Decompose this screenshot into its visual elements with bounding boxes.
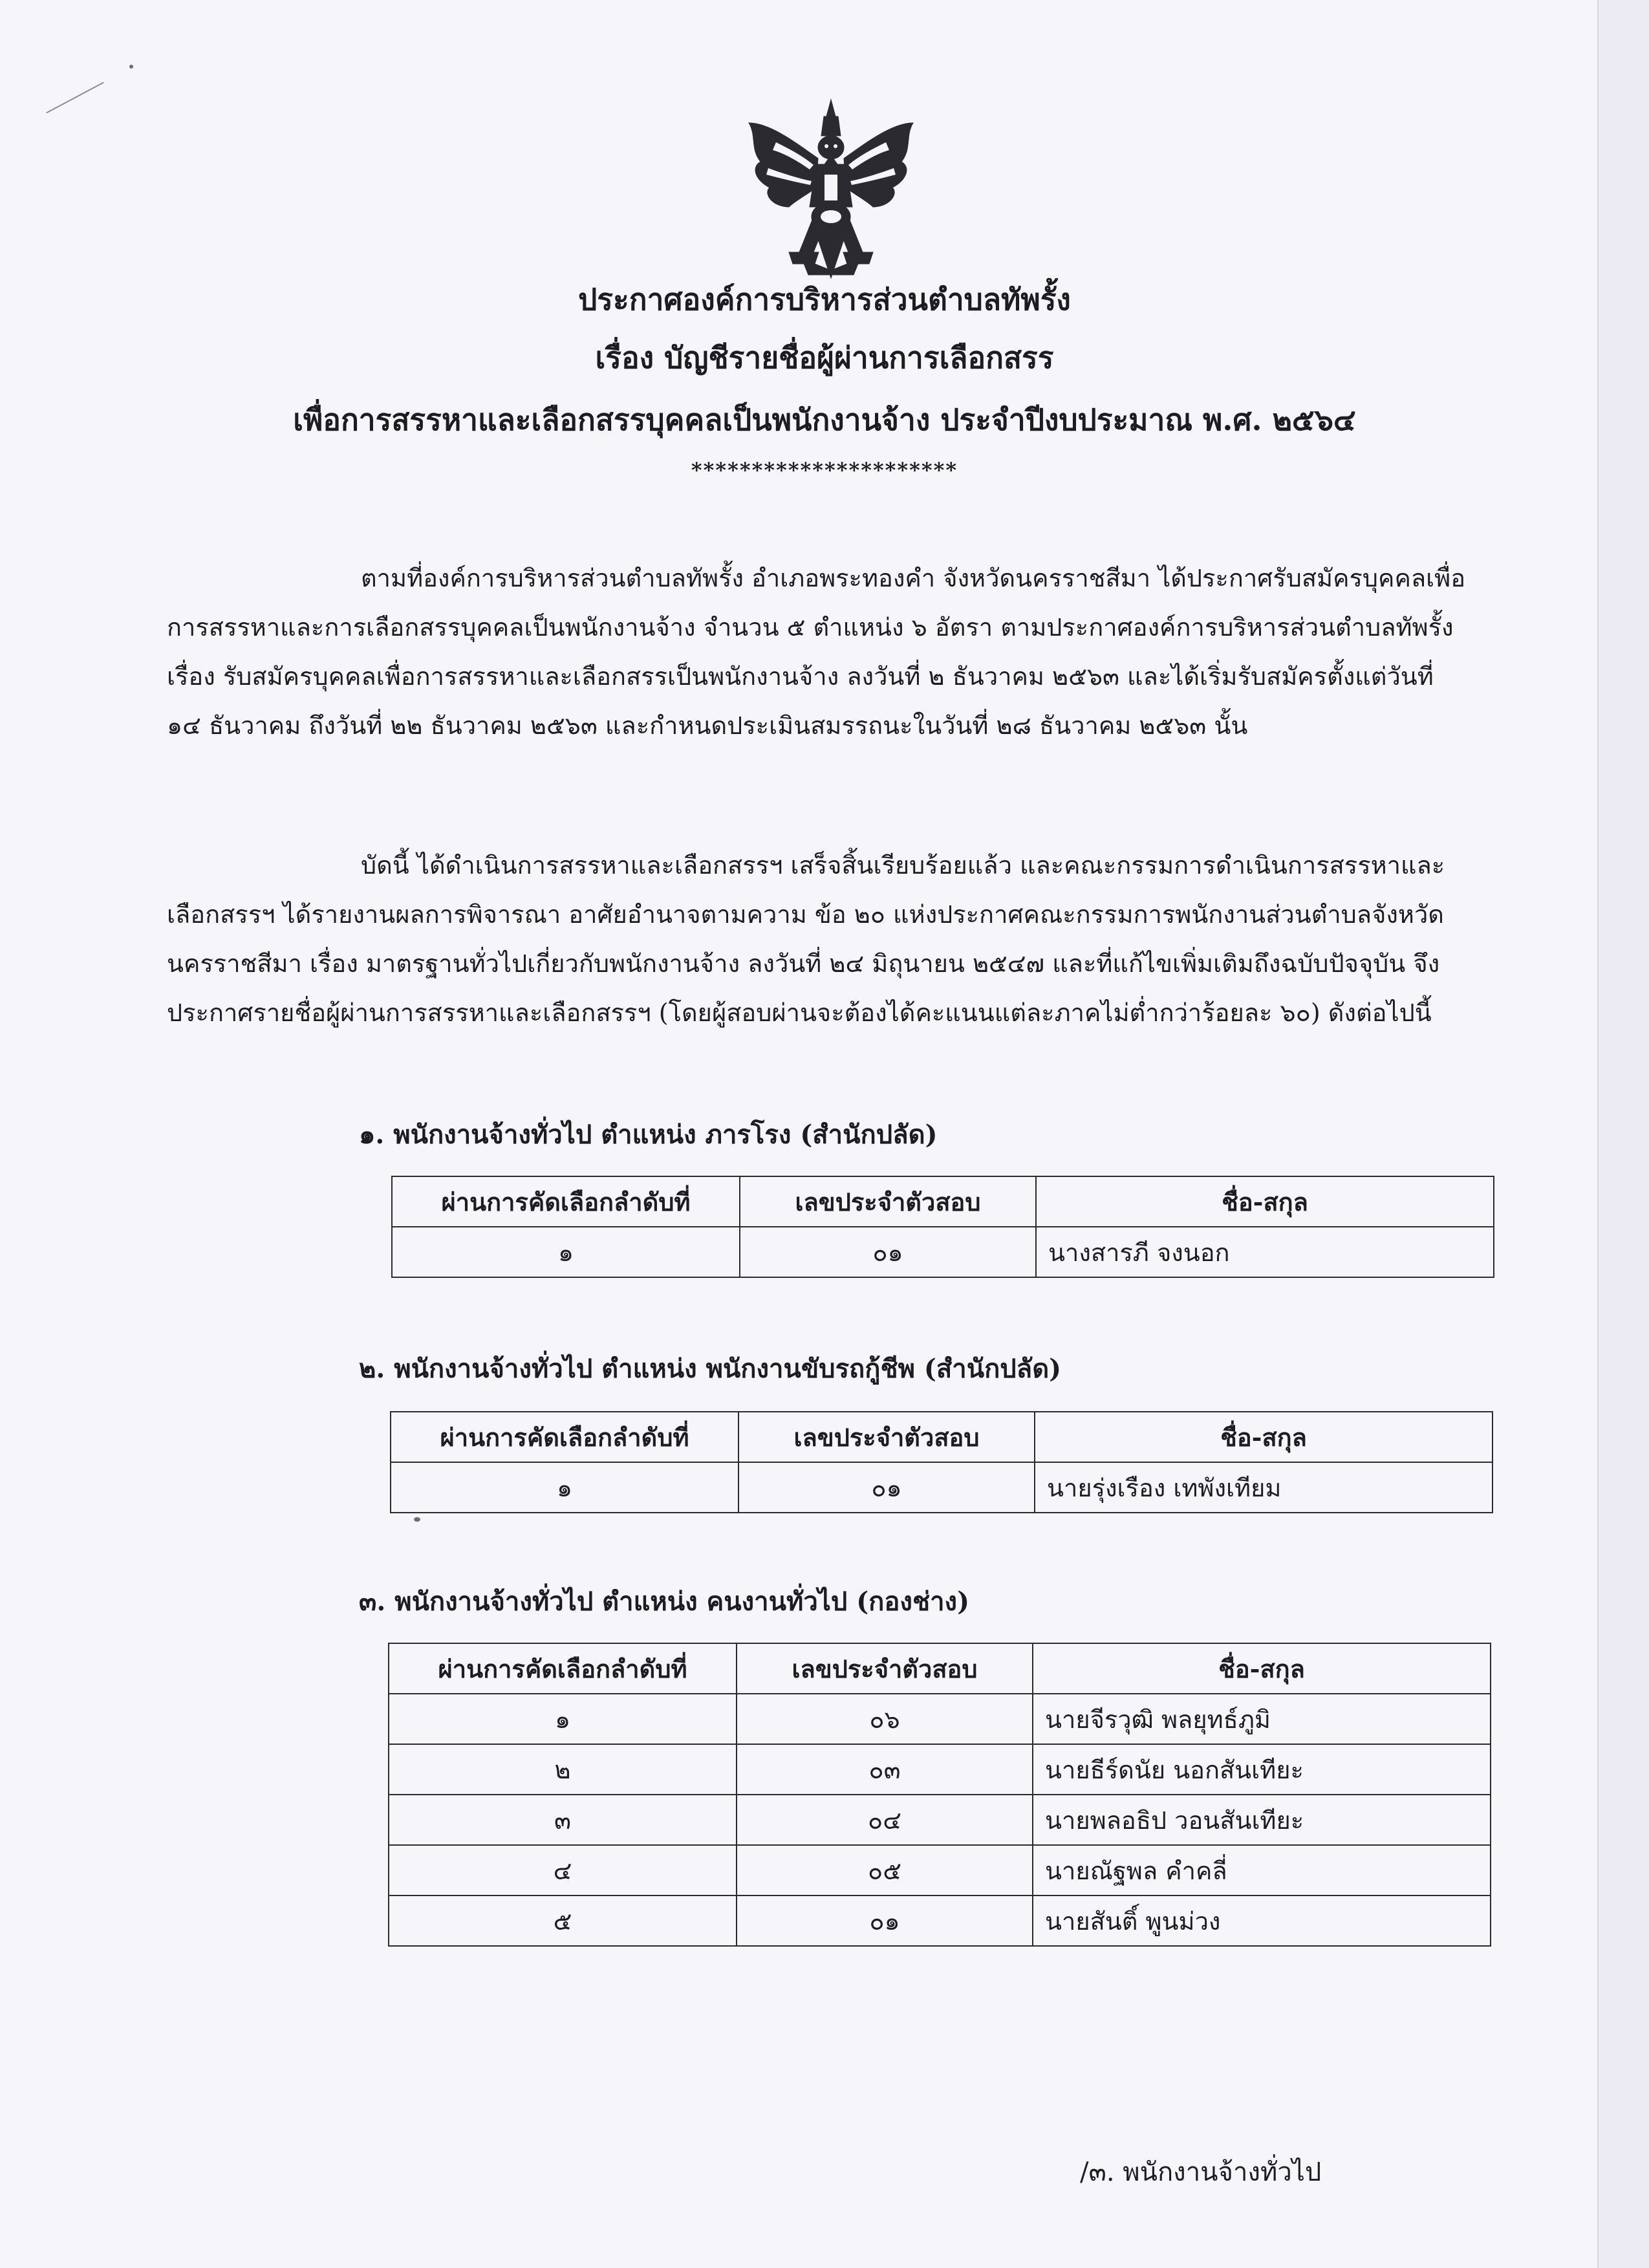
- header-purpose: เพื่อการสรรหาและเลือกสรรบุคคลเป็นพนักงานจ้าง ประจำปีงบประมาณ พ.ศ. ๒๕๖๔: [293, 402, 1356, 437]
- header-exam-id: เลขประจำตัวสอบ: [740, 1176, 1036, 1227]
- cell-exam-id: ๐๑: [738, 1462, 1035, 1513]
- table-row: [389, 1744, 1491, 1795]
- scan-speck: [129, 65, 133, 69]
- cell-exam-id: ๐๔: [737, 1795, 1033, 1845]
- paragraph-background-text: ตามที่องค์การบริหารส่วนตำบลทัพรั้ง อำเภอพระทองคำ จังหวัดนครราชสีมา ได้ประกาศรับสมัครบุคคลเพื่อการสรรหาและการเลือกสรรบุคคลเป็นพนักงานจ้าง จำนวน ๕ ตำแหน่ง ๖ อัตรา ตามประกาศองค์การบริหารส่วนตำบลทัพรั้ง เรื่อง รับสมัครบุคคลเพื่อการสรรหาและเลือกสรรเป็นพนักงานจ้าง ลงวันที่ ๒ ธันวาคม ๒๕๖๓ และได้เริ่มรับสมัครตั้งแต่วันที่ ๑๔ ธันวาคม ถึงวันที่ ๒๒ ธันวาคม ๒๕๖๓ และกำหนดประเมินสมรรถนะในวันที่ ๒๘ ธันวาคม ๒๕๖๓ นั้น: [167, 564, 1466, 740]
- cell-rank: ๑: [391, 1462, 738, 1513]
- paragraph-announcement: [167, 841, 1470, 1037]
- table-row: [389, 1845, 1491, 1895]
- header-name: ชื่อ-สกุล: [1036, 1176, 1494, 1227]
- header-exam-id: เลขประจำตัวสอบ: [737, 1643, 1033, 1694]
- garuda-emblem-icon: [737, 97, 925, 285]
- cell-exam-id: ๐๑: [737, 1895, 1033, 1946]
- cell-rank: ๑: [389, 1694, 737, 1744]
- table-row: [389, 1694, 1491, 1744]
- table-header-row: [389, 1643, 1491, 1694]
- cell-rank: ๔: [389, 1845, 737, 1895]
- section-1-table: [391, 1176, 1494, 1278]
- section-2-table: [390, 1411, 1493, 1513]
- cell-rank: ๕: [389, 1895, 737, 1946]
- table-row: [389, 1795, 1491, 1845]
- header-divider: **********************: [691, 458, 958, 482]
- table-row: [391, 1462, 1493, 1513]
- header-rank: ผ่านการคัดเลือกลำดับที่: [392, 1176, 740, 1227]
- header-exam-id: เลขประจำตัวสอบ: [738, 1412, 1035, 1462]
- cell-name: นางสารภี จงนอก: [1036, 1227, 1494, 1277]
- cell-name: นายรุ่งเรือง เทพังเทียม: [1035, 1462, 1493, 1513]
- cell-rank: ๒: [389, 1744, 737, 1795]
- cell-rank: ๓: [389, 1795, 737, 1845]
- paragraph-background: [167, 554, 1470, 750]
- cell-exam-id: ๐๖: [737, 1694, 1033, 1744]
- cell-name: นายธีร์ดนัย นอกสันเทียะ: [1033, 1744, 1491, 1795]
- scan-mark: [46, 82, 103, 114]
- header-organization: ประกาศองค์การบริหารส่วนตำบลทัพรั้ง: [578, 282, 1071, 317]
- header-subject: เรื่อง บัญชีรายชื่อผู้ผ่านการเลือกสรร: [595, 340, 1054, 375]
- section-3-table: [388, 1643, 1491, 1947]
- section-3-title: ๓. พนักงานจ้างทั่วไป ตำแหน่ง คนงานทั่วไป (กองช่าง): [359, 1586, 970, 1617]
- table-header-row: [391, 1412, 1493, 1462]
- paragraph-announcement-text: บัดนี้ ได้ดำเนินการสรรหาและเลือกสรรฯ เสร็จสิ้นเรียบร้อยแล้ว และคณะกรรมการดำเนินการสรรหาและเลือกสรรฯ ได้รายงานผลการพิจารณา อาศัยอำนาจตามความ ข้อ ๒๐ แห่งประกาศคณะกรรมการพนักงานส่วนตำบลจังหวัดนครราชสีมา เรื่อง มาตรฐานทั่วไปเกี่ยวกับพนักงานจ้าง ลงวันที่ ๒๔ มิถุนายน ๒๕๔๗ และที่แก้ไขเพิ่มเติมถึงฉบับปัจจุบัน จึงประกาศรายชื่อผู้ผ่านการสรรหาและเลือกสรรฯ (โดยผู้สอบผ่านจะต้องได้คะแนนแต่ละภาคไม่ต่ำกว่าร้อยละ ๖๐) ดังต่อไปนี้: [167, 851, 1445, 1027]
- table-row: [389, 1895, 1491, 1946]
- header-rank: ผ่านการคัดเลือกลำดับที่: [391, 1412, 738, 1462]
- cell-exam-id: ๐๓: [737, 1744, 1033, 1795]
- page-edge: [1597, 0, 1649, 2268]
- header-name: ชื่อ-สกุล: [1033, 1643, 1491, 1694]
- cell-name: นายณัฐพล คำคลี่: [1033, 1845, 1491, 1895]
- cell-name: นายจีรวุฒิ พลยุทธ์ภูมิ: [1033, 1694, 1491, 1744]
- next-page-reference: /๓. พนักงานจ้างทั่วไป: [1080, 2157, 1322, 2187]
- table-row: [392, 1227, 1494, 1277]
- section-1-title: ๑. พนักงานจ้างทั่วไป ตำแหน่ง ภารโรง (สำนักปลัด): [359, 1119, 938, 1150]
- header-name: ชื่อ-สกุล: [1035, 1412, 1493, 1462]
- cell-name: นายสันติ์ พูนม่วง: [1033, 1895, 1491, 1946]
- section-2-title: ๒. พนักงานจ้างทั่วไป ตำแหน่ง พนักงานขับรถกู้ชีพ (สำนักปลัด): [359, 1354, 1062, 1384]
- cell-exam-id: ๐๕: [737, 1845, 1033, 1895]
- document-header: [129, 282, 1520, 482]
- header-rank: ผ่านการคัดเลือกลำดับที่: [389, 1643, 737, 1694]
- scan-speck: [414, 1517, 420, 1522]
- cell-exam-id: ๐๑: [740, 1227, 1036, 1277]
- cell-name: นายพลอธิป วอนสันเทียะ: [1033, 1795, 1491, 1845]
- cell-rank: ๑: [392, 1227, 740, 1277]
- table-header-row: [392, 1176, 1494, 1227]
